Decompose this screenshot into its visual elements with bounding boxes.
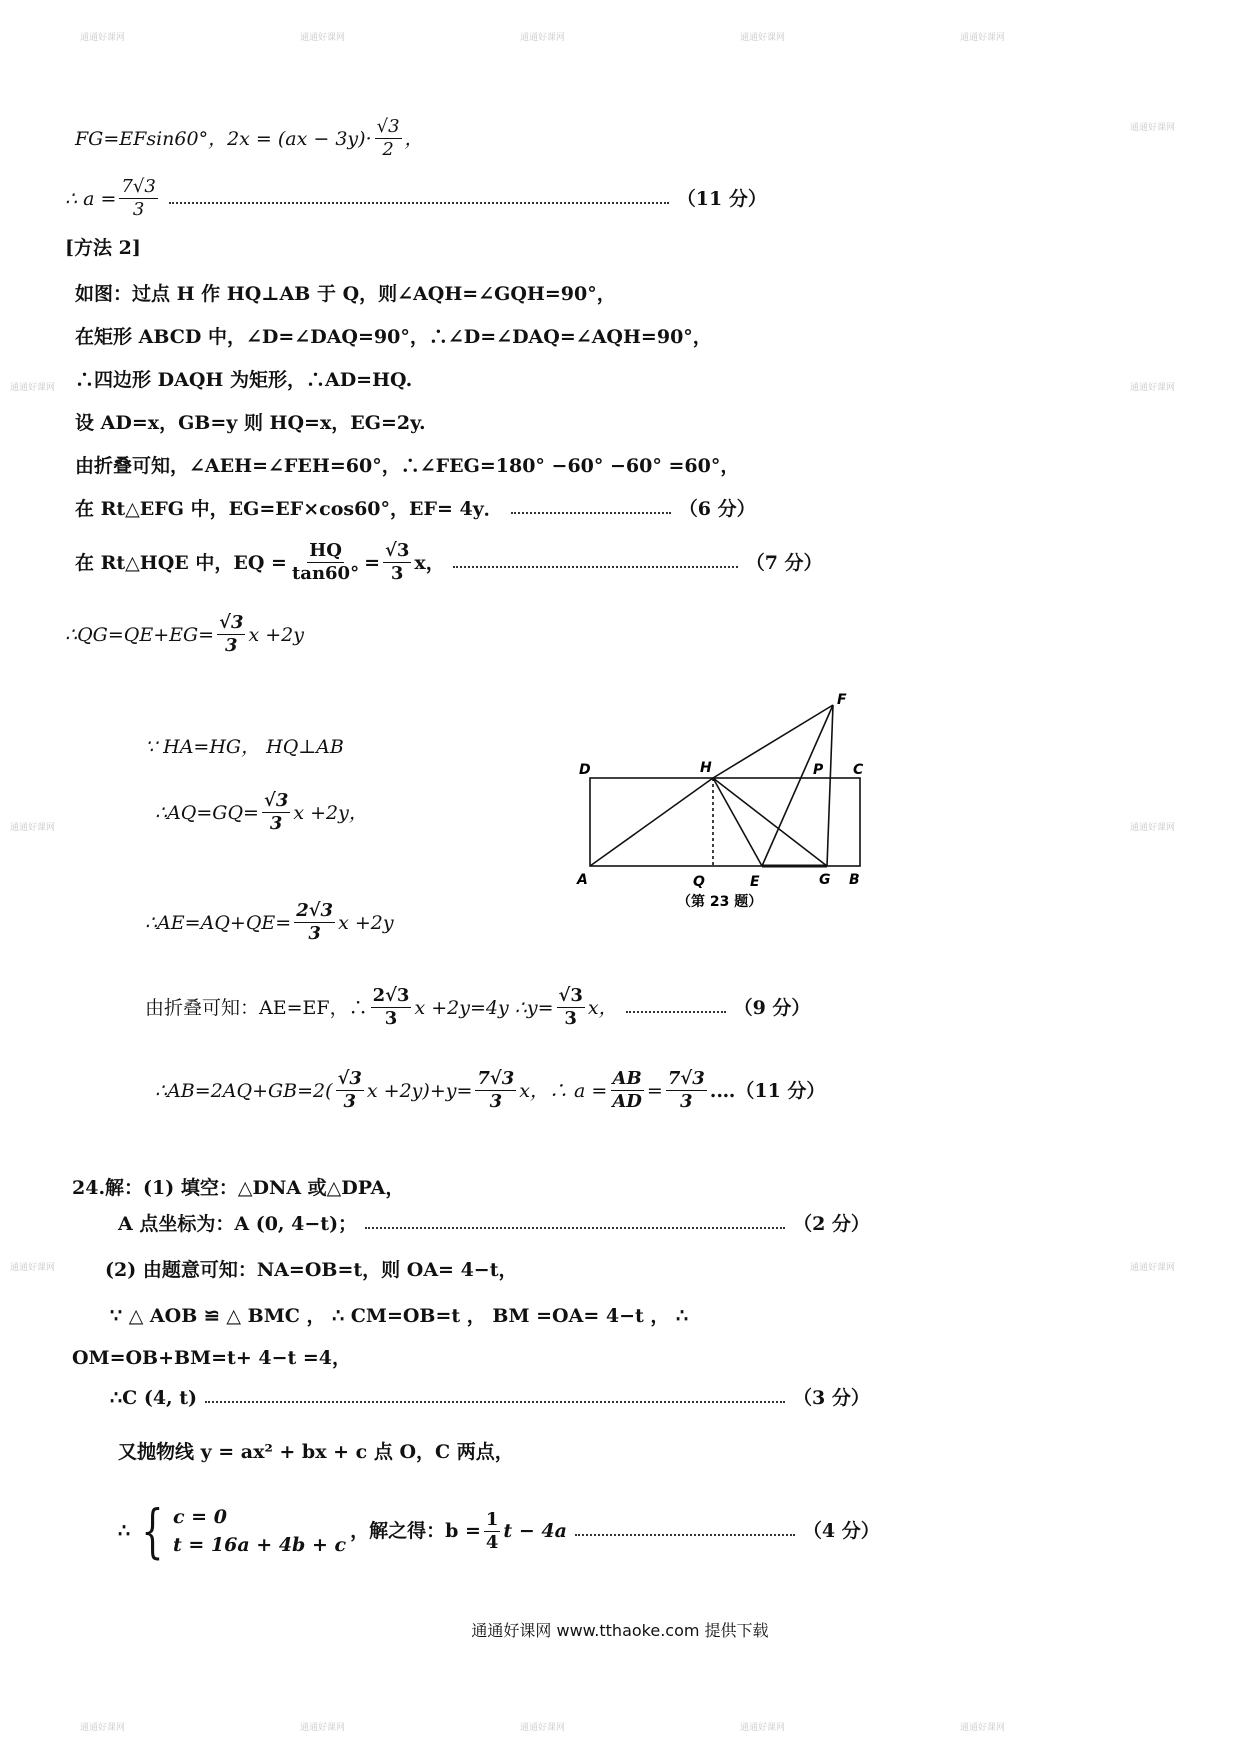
denominator: tan60° (291, 563, 360, 584)
denominator: 3 (343, 1091, 356, 1112)
label-g: G (819, 872, 831, 888)
fraction (294, 900, 335, 945)
solution-line: 如图：过点 H 作 HQ⊥AB 于 Q，则∠AQH=∠GQH=90°， (75, 283, 616, 305)
denominator: 3 (132, 199, 145, 220)
solution-line: ∵ △ AOB ≌ △ BMC ， ∴ CM=OB=t ， BM =OA= 4−t ， ∴ (110, 1305, 689, 1327)
denominator: 3 (225, 635, 238, 656)
fraction (217, 612, 245, 657)
leader-dots (626, 1011, 726, 1013)
solution-line: (2) 由题意可知：NA=OB=t，则 OA= 4−t， (105, 1259, 518, 1281)
denominator: 3 (384, 1008, 398, 1029)
solution-line: ∵ HA=HG， HQ⊥AB (145, 736, 344, 758)
watermark: 通通好课网 (740, 1723, 786, 1733)
watermark: 通通好课网 (520, 33, 566, 43)
text: ∴C (4, t) (110, 1387, 198, 1409)
fraction (262, 790, 290, 835)
solution-line (65, 612, 304, 657)
leader-dots (511, 512, 671, 514)
numerator: √3 (263, 790, 289, 811)
fraction (557, 985, 585, 1030)
text: x +2y (338, 911, 394, 934)
solution-line (110, 1386, 870, 1410)
label-d: D (579, 762, 591, 778)
text: 在 Rt△HQE 中，EQ = (75, 551, 287, 574)
watermark: 通通好课网 (1130, 123, 1176, 133)
fraction (375, 116, 402, 161)
fraction (290, 540, 361, 585)
text: x +2y， (293, 801, 368, 824)
label-a: A (577, 872, 588, 888)
text: t − 4a (503, 1520, 567, 1542)
text: x +2y)+y= (366, 1079, 473, 1102)
label-b: B (849, 872, 860, 888)
watermark: 通通好课网 (520, 1723, 566, 1733)
solution-line: OM=OB+BM=t+ 4−t =4， (72, 1347, 352, 1369)
leader-dots (453, 566, 738, 568)
segment-ef (762, 705, 833, 866)
text: x， (587, 996, 618, 1019)
denominator: 3 (269, 813, 283, 834)
label-e: E (750, 874, 760, 890)
text: x，∴ a = (519, 1079, 608, 1102)
watermark: 通通好课网 (300, 33, 346, 43)
numerator: √3 (558, 985, 583, 1006)
solution-line (155, 1068, 825, 1113)
solution-line (65, 176, 767, 221)
numerator: √3 (385, 540, 410, 561)
denominator: 3 (564, 1008, 577, 1029)
label-c: C (853, 762, 864, 778)
watermark: 通通好课网 (10, 1263, 56, 1273)
text: ，解之得：b = (350, 1520, 481, 1542)
denominator: 4 (485, 1531, 499, 1553)
text: x， (414, 551, 445, 574)
fraction (371, 985, 412, 1030)
segment-hg (713, 778, 827, 866)
solution-line: ∴四边形 DAQH 为矩形，∴AD=HQ. (75, 369, 413, 391)
fraction (119, 176, 157, 221)
score: （11 分） (676, 187, 767, 210)
text: ∴ a = (65, 187, 117, 210)
numerator: 2√3 (372, 985, 410, 1006)
text: 由折叠可知：AE=EF，∴ (145, 996, 368, 1019)
numerator: 7√3 (477, 1068, 515, 1089)
score: （3 分） (793, 1387, 870, 1409)
page-footer: 通通好课网 www.tthaoke.com 提供下载 (471, 1621, 769, 1640)
text: 在 Rt△EFG 中，EG=EF×cos60°，EF= 4y． (75, 498, 503, 520)
watermark: 通通好课网 (1130, 1263, 1176, 1273)
solution-line: 又抛物线 y = ax² + bx + c 点 O，C 两点， (118, 1441, 514, 1463)
label-q: Q (693, 874, 705, 890)
numerator: √3 (219, 612, 244, 633)
solution-line (75, 540, 823, 585)
watermark: 通通好课网 (960, 1723, 1006, 1733)
text: ∴AE=AQ+QE= (145, 911, 292, 934)
text: ∴ (118, 1520, 131, 1542)
label-h: H (700, 760, 712, 776)
score: （6 分） (678, 498, 756, 520)
text: ∴QG=QE+EG= (65, 623, 215, 646)
text: ∴AB=2AQ+GB=2( (155, 1079, 333, 1102)
fraction (475, 1068, 516, 1113)
solution-line: 24.解：(1) 填空：△DNA 或△DPA， (72, 1177, 405, 1199)
leader-dots (365, 1227, 785, 1229)
solution-line: 由折叠可知，∠AEH=∠FEH=60°，∴∠FEG=180° −60° −60° =60°， (75, 455, 740, 477)
leader-dots (575, 1534, 795, 1536)
leader-dots (205, 1401, 785, 1403)
label-p: P (813, 762, 824, 778)
fraction (610, 1068, 644, 1113)
text: x +2y (248, 623, 304, 646)
denominator: AD (612, 1091, 642, 1112)
watermark: 通通好课网 (740, 33, 786, 43)
watermark: 通通好课网 (10, 823, 56, 833)
text: ，2x = (ax − 3y)· (208, 127, 372, 150)
watermark: 通通好课网 (1130, 823, 1176, 833)
solution-line: 在矩形 ABCD 中，∠D=∠DAQ=90°，∴∠D=∠DAQ=∠AQH=90°， (75, 326, 712, 348)
watermark: 通通好课网 (1130, 383, 1176, 393)
segment-he (713, 778, 762, 866)
numerator: HQ (309, 540, 342, 561)
numerator: 7√3 (667, 1068, 705, 1089)
text: = (646, 1079, 663, 1102)
score: .…（11 分） (709, 1079, 826, 1102)
watermark: 通通好课网 (80, 33, 126, 43)
text: ∴AQ=GQ= (155, 801, 259, 824)
brace-glyph: { (141, 1497, 164, 1565)
watermark: 通通好课网 (10, 383, 56, 393)
fraction (383, 540, 411, 585)
numerator: 1 (485, 1508, 499, 1530)
denominator: 3 (308, 923, 321, 944)
rectangle-abcd (590, 778, 860, 866)
score: （4 分） (802, 1520, 880, 1542)
text: A 点坐标为：A (0, 4−t)； (118, 1213, 358, 1235)
numerator: √3 (376, 116, 400, 137)
leader-dots (169, 202, 669, 204)
numerator: AB (612, 1068, 642, 1089)
solution-line (145, 985, 810, 1030)
fraction (666, 1068, 707, 1113)
watermark: 通通好课网 (80, 1723, 126, 1733)
method-heading: [方法 2] (65, 237, 141, 259)
score: （2 分） (793, 1213, 870, 1235)
label-f: F (837, 692, 847, 708)
solution-line (75, 116, 424, 161)
geometry-figure (565, 690, 885, 930)
equation-system (134, 1497, 347, 1565)
segment-gf (827, 705, 833, 866)
numerator: √3 (337, 1068, 362, 1089)
figure-caption: （第 23 题） (677, 894, 763, 910)
numerator: 7√3 (121, 176, 156, 197)
score: （7 分） (745, 551, 823, 574)
solution-line (118, 1497, 880, 1565)
equation-rows (173, 1503, 346, 1559)
watermark: 通通好课网 (300, 1723, 346, 1733)
denominator: 3 (680, 1091, 693, 1112)
solution-line (118, 1212, 870, 1236)
denominator: 2 (382, 139, 394, 160)
solution-line (145, 900, 394, 945)
text: FG=EFsin60° (75, 127, 209, 150)
segment-ah (590, 778, 713, 866)
fraction (484, 1509, 501, 1554)
fraction (336, 1068, 364, 1113)
solution-line (155, 790, 368, 835)
denominator: 3 (489, 1091, 503, 1112)
solution-line: 设 AD=x，GB=y 则 HQ=x，EG=2y. (75, 412, 426, 434)
numerator: 2√3 (296, 900, 334, 921)
text: = (364, 551, 381, 574)
score: （9 分） (733, 996, 811, 1019)
solution-line (75, 497, 756, 521)
text: x +2y=4y ∴y= (414, 996, 554, 1019)
denominator: 3 (390, 563, 404, 584)
text: ， (404, 127, 424, 150)
watermark: 通通好课网 (960, 33, 1006, 43)
equation-row: c = 0 (173, 1506, 227, 1528)
equation-row: t = 16a + 4b + c (173, 1534, 347, 1556)
